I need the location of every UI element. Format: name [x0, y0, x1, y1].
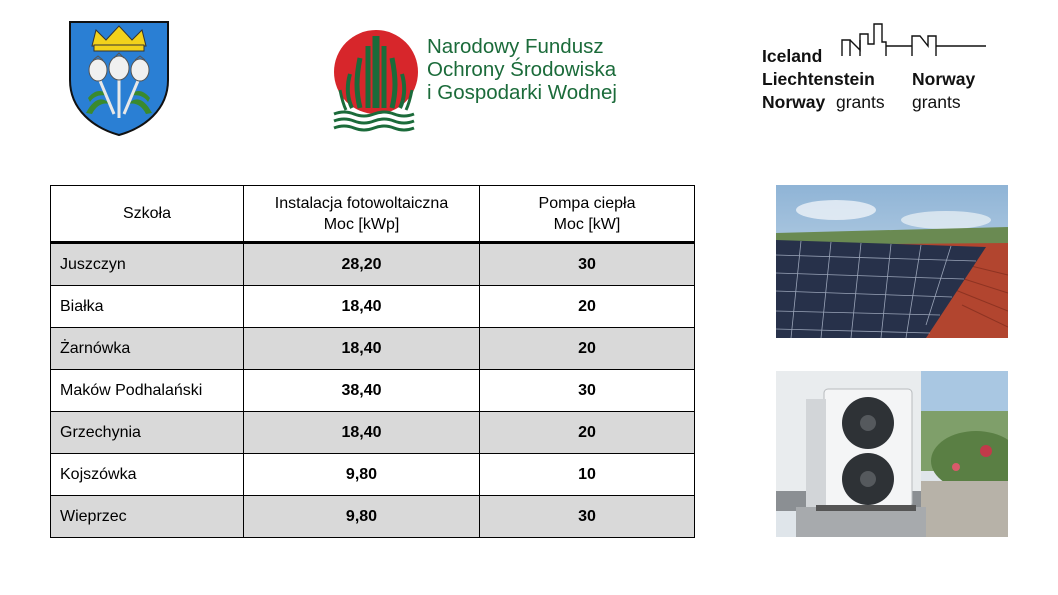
- coat-of-arms-logo: [66, 18, 172, 138]
- school-name: Wieprzec: [51, 496, 244, 538]
- pv-power: 18,40: [244, 286, 480, 328]
- table-row: [51, 370, 695, 412]
- schools-installations-table: [50, 185, 695, 538]
- heat-pump-power: 30: [480, 496, 695, 538]
- school-name: Grzechynia: [51, 412, 244, 454]
- header-hp-line1: Pompa ciepła: [538, 194, 636, 212]
- table-header-row: [51, 186, 695, 243]
- eea-grants-right: grants: [912, 92, 961, 112]
- school-name: Żarnówka: [51, 328, 244, 370]
- heat-pump-power: 20: [480, 328, 695, 370]
- heat-pump-photo: [776, 371, 1008, 537]
- header-school-label: Szkoła: [122, 205, 172, 222]
- header-pv-line2: Moc [kWp]: [323, 215, 400, 233]
- header-heat-pump: [480, 186, 695, 243]
- school-name: Kojszówka: [51, 454, 244, 496]
- table-row: [51, 454, 695, 496]
- pv-power: 38,40: [244, 370, 480, 412]
- school-name: Maków Podhalański: [51, 370, 244, 412]
- pv-power: 9,80: [244, 454, 480, 496]
- solar-panels-photo: [776, 185, 1008, 338]
- eea-norway-left: Norway: [762, 92, 826, 112]
- table-row: [51, 496, 695, 538]
- heat-pump-power: 30: [480, 370, 695, 412]
- eea-liechtenstein: Liechtenstein: [762, 69, 875, 89]
- eea-norway-grants-logo: [760, 20, 1000, 120]
- pv-power: 9,80: [244, 496, 480, 538]
- school-name: Białka: [51, 286, 244, 328]
- eea-iceland: Iceland: [762, 46, 823, 66]
- heat-pump-power: 20: [480, 412, 695, 454]
- eea-norway-right: Norway: [912, 69, 976, 89]
- pv-power: 18,40: [244, 328, 480, 370]
- header-school: [51, 186, 244, 243]
- header-pv-line1: Instalacja fotowoltaiczna: [274, 194, 449, 212]
- table-row: [51, 286, 695, 328]
- table-row: [51, 412, 695, 454]
- table-row: [51, 243, 695, 286]
- table-row: [51, 328, 695, 370]
- heat-pump-power: 10: [480, 454, 695, 496]
- nfosigw-logo: [332, 28, 632, 132]
- pv-power: 28,20: [244, 243, 480, 286]
- eea-grants-left: grants: [836, 92, 885, 112]
- header-pv: [244, 186, 480, 243]
- school-name: Juszczyn: [51, 243, 244, 286]
- nfos-line-3: i Gospodarki Wodnej: [427, 81, 617, 104]
- heat-pump-power: 20: [480, 286, 695, 328]
- header-hp-line2: Moc [kW]: [553, 215, 621, 233]
- heat-pump-power: 30: [480, 243, 695, 286]
- nfos-line-1: Narodowy Fundusz: [427, 35, 604, 58]
- nfos-line-2: Ochrony Środowiska: [427, 58, 617, 81]
- nfos-logo-text: [427, 35, 617, 104]
- pv-power: 18,40: [244, 412, 480, 454]
